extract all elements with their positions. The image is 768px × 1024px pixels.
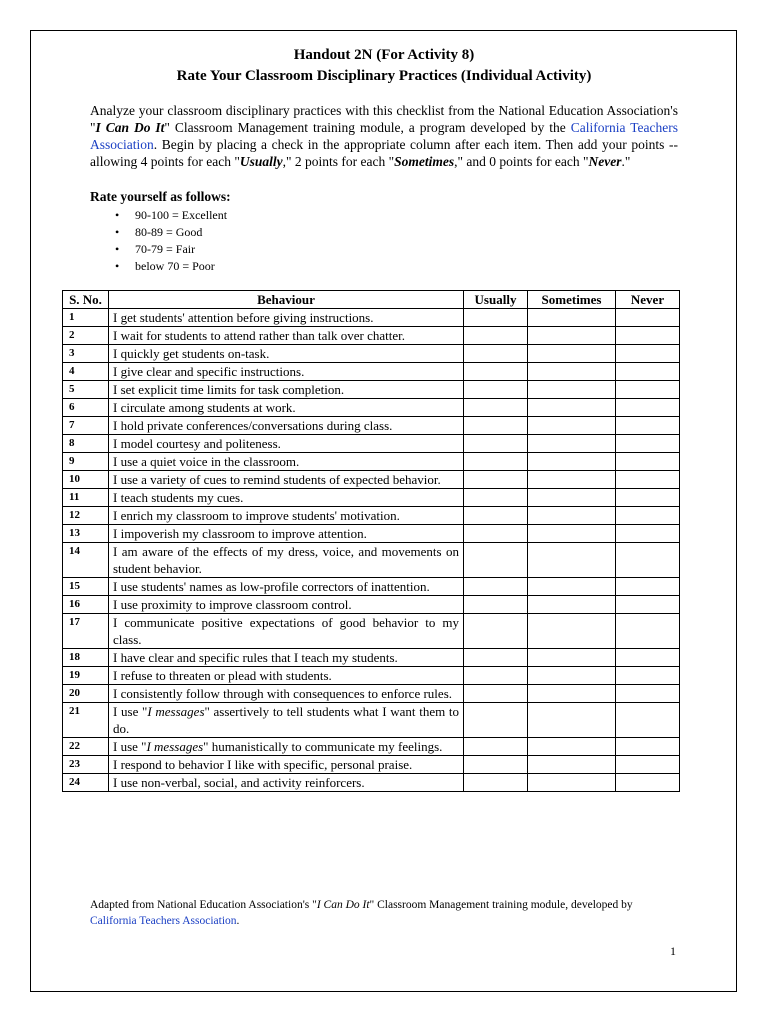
intro-emphasis: I Can Do It [95, 120, 165, 135]
rate-list [115, 207, 227, 275]
behaviour-text: I refuse to threaten or plead with students. [109, 667, 464, 685]
sometimes-cell[interactable] [528, 435, 616, 453]
usually-cell[interactable] [464, 614, 528, 649]
behaviour-text: I quickly get students on-task. [109, 345, 464, 363]
usually-cell[interactable] [464, 417, 528, 435]
usually-cell[interactable] [464, 381, 528, 399]
usually-cell[interactable] [464, 738, 528, 756]
usually-cell[interactable] [464, 578, 528, 596]
table-row [63, 685, 680, 703]
intro-text: . Begin by placing a check in the appropriate column after each item. Then add your points -- allowing 4 points for each " [90, 137, 678, 169]
row-number: 7 [63, 417, 109, 435]
never-cell[interactable] [616, 614, 680, 649]
never-cell[interactable] [616, 309, 680, 327]
row-number: 8 [63, 435, 109, 453]
behaviour-text: I wait for students to attend rather than talk over chatter. [109, 327, 464, 345]
behaviour-text: I set explicit time limits for task completion. [109, 381, 464, 399]
row-number: 20 [63, 685, 109, 703]
table-row [63, 489, 680, 507]
never-cell[interactable] [616, 756, 680, 774]
footer-text: Adapted from National Education Association's " [90, 899, 317, 911]
row-number: 4 [63, 363, 109, 381]
table-row [63, 596, 680, 614]
behaviour-text: I use a quiet voice in the classroom. [109, 453, 464, 471]
behaviour-text [109, 703, 464, 738]
behaviour-text: I circulate among students at work. [109, 399, 464, 417]
intro-text: ." [621, 154, 631, 169]
usually-cell[interactable] [464, 525, 528, 543]
table-row [63, 543, 680, 578]
row-number: 14 [63, 543, 109, 578]
footer-text: " Classroom Management training module, developed by [369, 899, 633, 911]
usually-cell[interactable] [464, 685, 528, 703]
usually-cell[interactable] [464, 774, 528, 792]
footer-link[interactable]: California Teachers Association [90, 915, 237, 927]
row-number: 21 [63, 703, 109, 738]
row-number: 1 [63, 309, 109, 327]
usually-emphasis: Usually [239, 154, 283, 169]
intro-paragraph [90, 102, 678, 170]
behaviour-text: I consistently follow through with consequences to enforce rules. [109, 685, 464, 703]
sometimes-cell[interactable] [528, 489, 616, 507]
never-emphasis: Never [588, 154, 622, 169]
sometimes-cell[interactable] [528, 327, 616, 345]
header-never: Never [616, 291, 680, 309]
sometimes-emphasis: Sometimes [394, 154, 455, 169]
never-cell[interactable] [616, 543, 680, 578]
sometimes-cell[interactable] [528, 756, 616, 774]
never-cell[interactable] [616, 453, 680, 471]
row-number: 13 [63, 525, 109, 543]
behaviour-text: I have clear and specific rules that I teach my students. [109, 649, 464, 667]
never-cell[interactable] [616, 507, 680, 525]
row-number: 23 [63, 756, 109, 774]
usually-cell[interactable] [464, 507, 528, 525]
table-row [63, 345, 680, 363]
table-row [63, 363, 680, 381]
usually-cell[interactable] [464, 363, 528, 381]
usually-cell[interactable] [464, 703, 528, 738]
behaviour-text-part: " humanistically to communicate my feelings. [203, 739, 443, 754]
table-header-row [63, 291, 680, 309]
never-cell[interactable] [616, 649, 680, 667]
usually-cell[interactable] [464, 345, 528, 363]
usually-cell[interactable] [464, 667, 528, 685]
usually-cell[interactable] [464, 543, 528, 578]
behaviour-text: I use non-verbal, social, and activity reinforcers. [109, 774, 464, 792]
table-row [63, 774, 680, 792]
never-cell[interactable] [616, 363, 680, 381]
table-row [63, 453, 680, 471]
sometimes-cell[interactable] [528, 703, 616, 738]
sometimes-cell[interactable] [528, 399, 616, 417]
row-number: 6 [63, 399, 109, 417]
sometimes-cell[interactable] [528, 345, 616, 363]
row-number: 15 [63, 578, 109, 596]
header-sometimes: Sometimes [528, 291, 616, 309]
row-number: 3 [63, 345, 109, 363]
behaviour-text: I use proximity to improve classroom control. [109, 596, 464, 614]
table-row [63, 738, 680, 756]
row-number: 10 [63, 471, 109, 489]
rate-item: • 90-100 = Excellent [115, 207, 227, 224]
behaviour-text: I model courtesy and politeness. [109, 435, 464, 453]
never-cell[interactable] [616, 596, 680, 614]
rate-item: • 80-89 = Good [115, 224, 227, 241]
table-row [63, 578, 680, 596]
never-cell[interactable] [616, 327, 680, 345]
sometimes-cell[interactable] [528, 578, 616, 596]
usually-cell[interactable] [464, 399, 528, 417]
rate-heading: Rate yourself as follows: [90, 189, 231, 204]
behaviour-text: I use students' names as low-profile correctors of inattention. [109, 578, 464, 596]
sometimes-cell[interactable] [528, 543, 616, 578]
behaviour-text: I hold private conferences/conversations during class. [109, 417, 464, 435]
behaviour-text: I teach students my cues. [109, 489, 464, 507]
row-number: 2 [63, 327, 109, 345]
row-number: 5 [63, 381, 109, 399]
table-row [63, 507, 680, 525]
handout-subtitle: Rate Your Classroom Disciplinary Practices (Individual Activity) [176, 68, 592, 84]
never-cell[interactable] [616, 381, 680, 399]
behaviour-text: I give clear and specific instructions. [109, 363, 464, 381]
usually-cell[interactable] [464, 489, 528, 507]
sometimes-cell[interactable] [528, 614, 616, 649]
sometimes-cell[interactable] [528, 507, 616, 525]
sometimes-cell[interactable] [528, 381, 616, 399]
table-row [63, 435, 680, 453]
sometimes-cell[interactable] [528, 774, 616, 792]
never-cell[interactable] [616, 738, 680, 756]
handout-title: Handout 2N (For Activity 8) [293, 47, 475, 63]
row-number: 9 [63, 453, 109, 471]
sometimes-cell[interactable] [528, 738, 616, 756]
rate-item: • below 70 = Poor [115, 258, 227, 275]
usually-cell[interactable] [464, 649, 528, 667]
usually-cell[interactable] [464, 471, 528, 489]
rate-item: • 70-79 = Fair [115, 241, 227, 258]
behaviour-emphasis: I messages [147, 704, 205, 719]
behaviour-text: I impoverish my classroom to improve attention. [109, 525, 464, 543]
sometimes-cell[interactable] [528, 363, 616, 381]
never-cell[interactable] [616, 489, 680, 507]
behaviour-text-part: " assertively to tell students what I want them to do. [113, 704, 460, 736]
behaviour-text: I use a variety of cues to remind students of expected behavior. [109, 471, 464, 489]
table-row [63, 525, 680, 543]
table-row [63, 309, 680, 327]
behaviour-text-part: I use " [113, 739, 147, 754]
row-number: 17 [63, 614, 109, 649]
never-cell[interactable] [616, 525, 680, 543]
behaviour-emphasis: I messages [146, 739, 204, 754]
row-number: 18 [63, 649, 109, 667]
usually-cell[interactable] [464, 309, 528, 327]
never-cell[interactable] [616, 345, 680, 363]
behaviour-text [109, 738, 464, 756]
intro-text: " Classroom Management training module, a program developed by the [164, 120, 571, 135]
sometimes-cell[interactable] [528, 525, 616, 543]
footer-emphasis: I Can Do It [316, 899, 370, 911]
never-cell[interactable] [616, 399, 680, 417]
usually-cell[interactable] [464, 435, 528, 453]
table-row [63, 756, 680, 774]
behaviour-text: I enrich my classroom to improve students' motivation. [109, 507, 464, 525]
behaviour-text: I am aware of the effects of my dress, voice, and movements on student behavior. [109, 543, 464, 578]
never-cell[interactable] [616, 667, 680, 685]
never-cell[interactable] [616, 435, 680, 453]
checklist-body [63, 309, 680, 792]
table-row [63, 471, 680, 489]
table-row [63, 399, 680, 417]
footer-text: . [236, 915, 240, 927]
usually-cell[interactable] [464, 596, 528, 614]
behaviour-text: I communicate positive expectations of good behavior to my class. [109, 614, 464, 649]
sometimes-cell[interactable] [528, 667, 616, 685]
row-number: 22 [63, 738, 109, 756]
intro-text: ," 2 points for each " [282, 154, 395, 169]
usually-cell[interactable] [464, 327, 528, 345]
footer-note [90, 897, 680, 929]
never-cell[interactable] [616, 471, 680, 489]
table-row [63, 649, 680, 667]
table-row [63, 381, 680, 399]
behaviour-text-part: I use " [113, 704, 148, 719]
sometimes-cell[interactable] [528, 649, 616, 667]
page-number: 1 [670, 944, 676, 958]
row-number: 24 [63, 774, 109, 792]
row-number: 12 [63, 507, 109, 525]
header-behaviour: Behaviour [109, 291, 464, 309]
table-row [63, 703, 680, 738]
header-usually: Usually [464, 291, 528, 309]
never-cell[interactable] [616, 774, 680, 792]
header-sno: S. No. [63, 291, 109, 309]
sometimes-cell[interactable] [528, 596, 616, 614]
table-row [63, 614, 680, 649]
behaviour-text: I get students' attention before giving instructions. [109, 309, 464, 327]
sometimes-cell[interactable] [528, 309, 616, 327]
sometimes-cell[interactable] [528, 417, 616, 435]
row-number: 11 [63, 489, 109, 507]
table-row [63, 327, 680, 345]
never-cell[interactable] [616, 703, 680, 738]
sometimes-cell[interactable] [528, 453, 616, 471]
intro-text: ," and 0 points for each " [454, 154, 589, 169]
sometimes-cell[interactable] [528, 685, 616, 703]
behaviour-text: I respond to behavior I like with specific, personal praise. [109, 756, 464, 774]
row-number: 19 [63, 667, 109, 685]
table-row [63, 417, 680, 435]
cta-link[interactable]: California Teachers Association [90, 120, 678, 152]
table-row [63, 667, 680, 685]
usually-cell[interactable] [464, 453, 528, 471]
never-cell[interactable] [616, 417, 680, 435]
usually-cell[interactable] [464, 756, 528, 774]
never-cell[interactable] [616, 578, 680, 596]
checklist-table [62, 290, 680, 792]
never-cell[interactable] [616, 685, 680, 703]
intro-text: Analyze your classroom disciplinary practices with this checklist from the National Education Association's " [90, 103, 678, 135]
row-number: 16 [63, 596, 109, 614]
sometimes-cell[interactable] [528, 471, 616, 489]
